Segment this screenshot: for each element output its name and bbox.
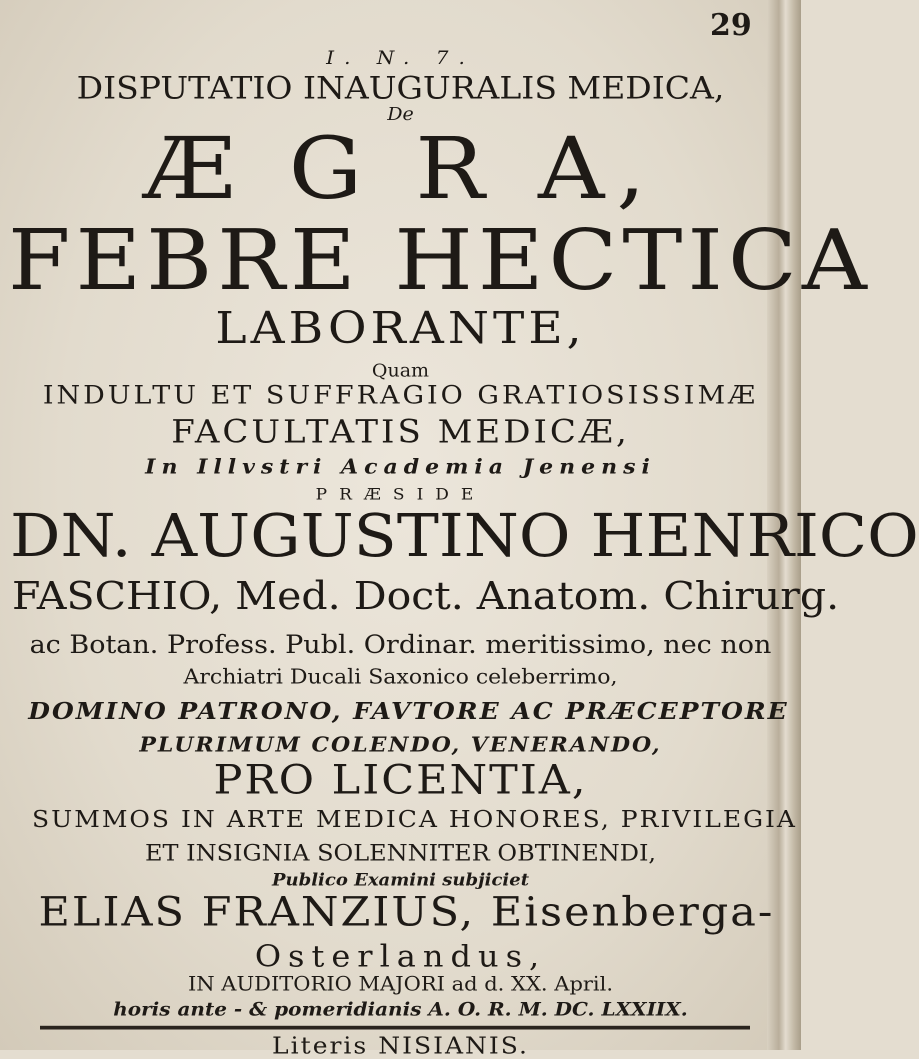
febre-hectica-heading: FEBRE HECTICA [8, 212, 872, 310]
disputation-title: DISPUTATIO INAUGURALIS MEDICA, [76, 69, 725, 107]
aegra-heading: Æ G R A, [143, 119, 658, 219]
archiatri-line: Archiatri Ducali Saxonico celeberrimo, [183, 665, 618, 690]
page-number: 29 [710, 8, 752, 43]
plurimum-line: PLURIMUM COLENDO, VENERANDO, [139, 732, 662, 758]
praeside-line: PRÆSIDE [315, 485, 486, 505]
signature-mark: I. N. 7. [326, 46, 475, 69]
publico-line: Publico Examini subjiciet [271, 870, 530, 891]
domino-line: DOMINO PATRONO, FAVTORE AC PRÆCEPTORE [28, 697, 789, 725]
pro-licentia-heading: PRO LICENTIA, [213, 757, 588, 804]
auditorio-line: IN AUDITORIO MAJORI ad d. XX. April. [187, 972, 614, 996]
academia-line: In Illvstri Academia Jenensi [145, 454, 656, 479]
date-line: horis ante - & pomeridianis A. O. R. M. DC. LXXIIX. [113, 997, 688, 1021]
president-titles-cont: ac Botan. Profess. Publ. Ordinar. meritissimo, nec non [29, 630, 772, 660]
laborante-heading: LABORANTE, [215, 303, 586, 355]
indultu-line: INDULTU ET SUFFRAGIO GRATIOSISSIMÆ [42, 381, 759, 411]
de-line: De [387, 104, 414, 125]
divider-rule [40, 1026, 750, 1030]
president-name: DN. AUGUSTINO HENRICO [10, 502, 919, 571]
respondent-origin: Osterlandus, [254, 938, 547, 974]
facultatis-line: FACULTATIS MEDICÆ, [171, 413, 630, 452]
summos-line: SUMMOS IN ARTE MEDICA HONORES, PRIVILEGIA [32, 805, 797, 833]
president-titles: FASCHIO, Med. Doct. Anatom. Chirurg. [12, 573, 840, 619]
printer-line: Literis NISIANIS. [272, 1032, 529, 1059]
insignia-line: ET INSIGNIA SOLENNITER OBTINENDI, [144, 839, 657, 866]
respondent-name: ELIAS FRANZIUS, Eisenberga- [38, 889, 775, 936]
quam-line: Quam [371, 360, 430, 382]
